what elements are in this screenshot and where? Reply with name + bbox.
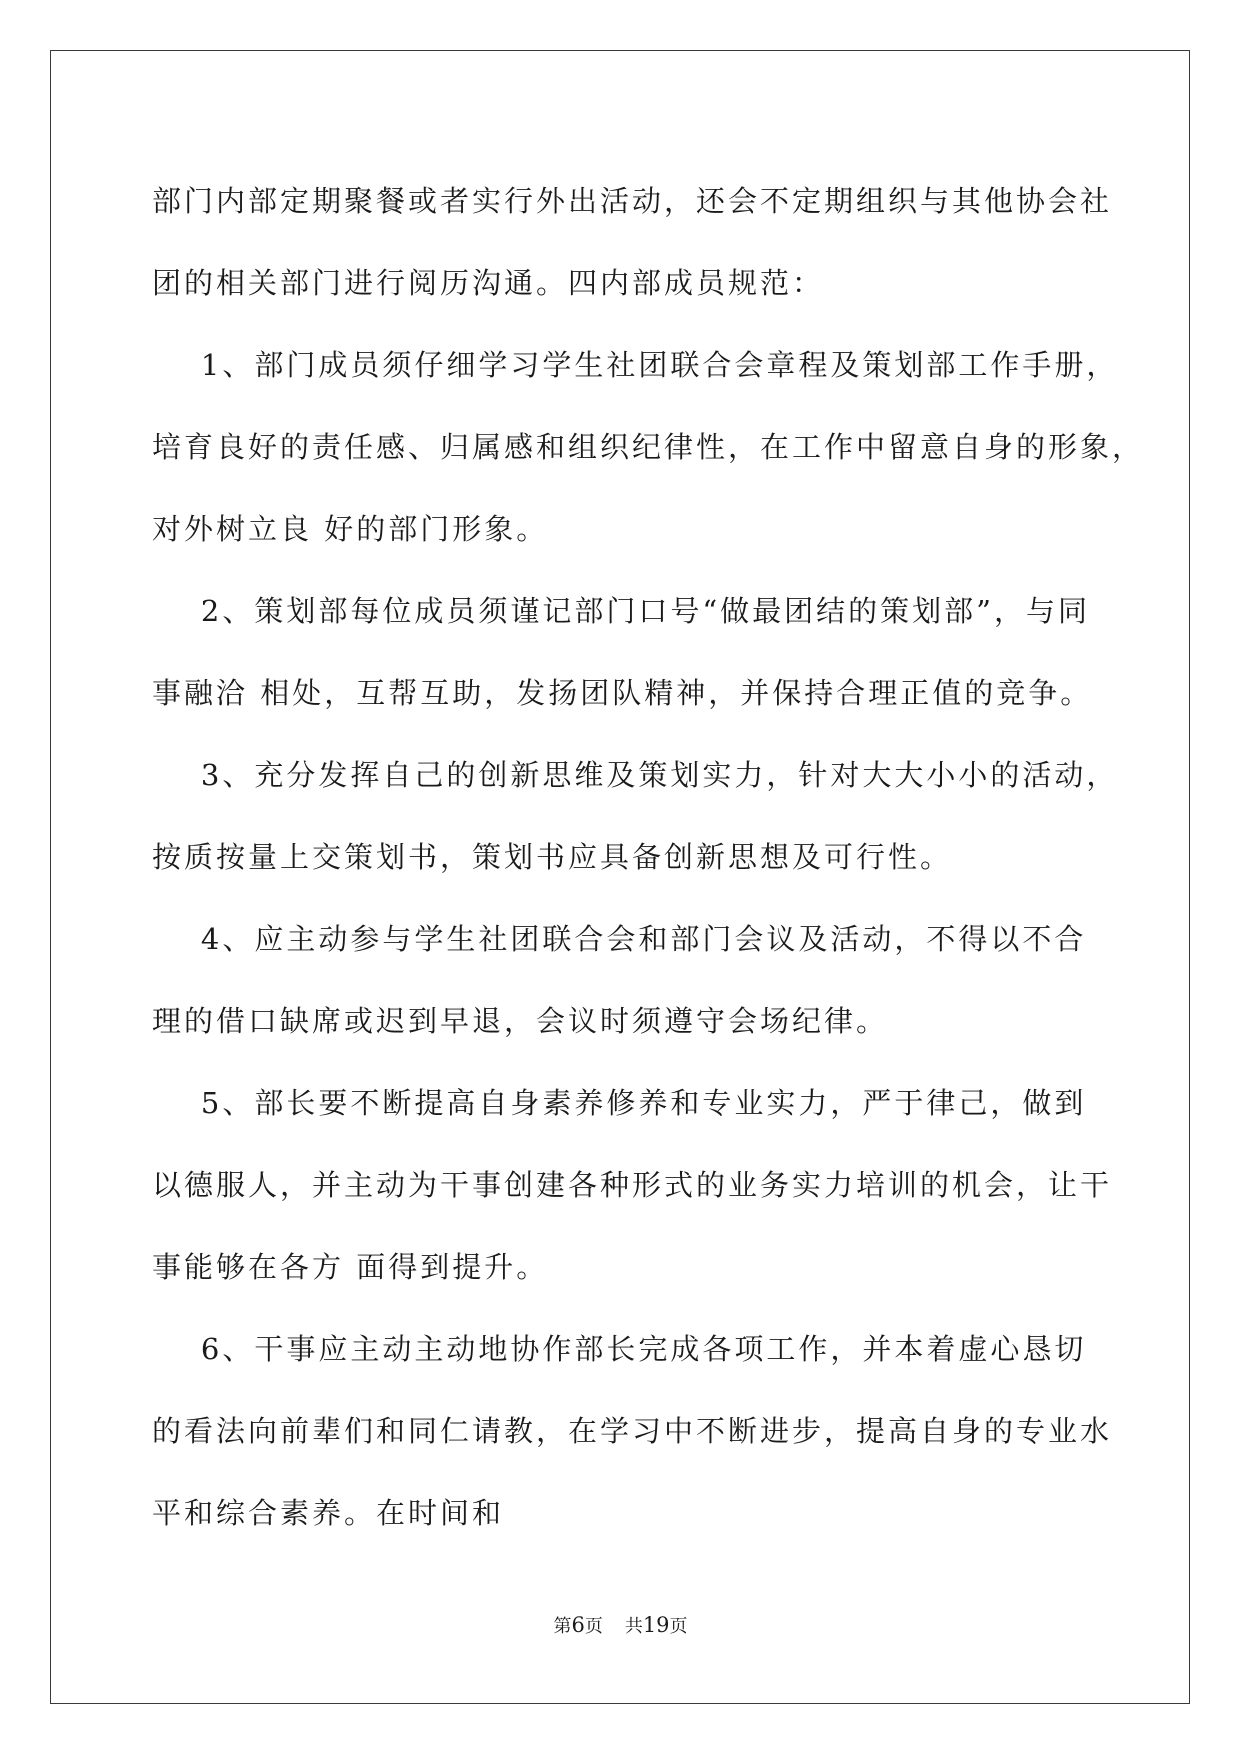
text-line: 事能够在各方 面得到提升。 — [152, 1250, 549, 1284]
total-prefix: 共 — [624, 1616, 643, 1637]
text-line: 理的借口缺席或迟到早退，会议时须遵守会场纪律。 — [152, 1004, 889, 1038]
text-line: 对外树立良 好的部门形象。 — [152, 512, 549, 546]
text-line: 6、干事应主动主动地协作部长完成各项工作，并本着虚心恳切 — [152, 1332, 1087, 1366]
text-line: 团的相关部门进行阅历沟通。四内部成员规范： — [152, 266, 825, 300]
text-line: 3、充分发挥自己的创新思维及策划实力，针对大大小小的活动， — [152, 758, 1119, 792]
text-line: 4、应主动参与学生社团联合会和部门会议及活动，不得以不合 — [152, 922, 1087, 956]
text-line: 1、部门成员须仔细学习学生社团联合会章程及策划部工作手册， — [152, 348, 1119, 382]
page-number: 6 — [571, 1613, 585, 1637]
text-line: 2、策划部每位成员须谨记部门口号“做最团结的策划部”，与同 — [152, 594, 1090, 628]
page-footer — [0, 1612, 1241, 1638]
text-line: 5、部长要不断提高自身素养修养和专业实力，严于律己，做到 — [152, 1086, 1087, 1120]
total-suffix: 页 — [669, 1616, 688, 1637]
total-pages: 19 — [642, 1613, 670, 1637]
text-line: 按质按量上交策划书，策划书应具备创新思想及可行性。 — [152, 840, 953, 874]
text-line: 平和综合素养。在时间和 — [152, 1496, 505, 1530]
page-prefix: 第 — [553, 1616, 572, 1637]
text-line: 的看法向前辈们和同仁请教，在学习中不断进步，提高自身的专业水 — [152, 1414, 1113, 1448]
text-line: 培育良好的责任感、归属感和组织纪律性，在工作中留意自身的形象， — [152, 430, 1145, 464]
text-line: 以德服人，并主动为干事创建各种形式的业务实力培训的机会，让干 — [152, 1168, 1113, 1202]
text-line: 事融洽 相处，互帮互助，发扬团队精神，并保持合理正值的竞争。 — [152, 676, 1093, 710]
text-line: 部门内部定期聚餐或者实行外出活动，还会不定期组织与其他协会社 — [152, 184, 1113, 218]
page-suffix: 页 — [584, 1616, 603, 1637]
document-body — [152, 160, 1145, 1554]
